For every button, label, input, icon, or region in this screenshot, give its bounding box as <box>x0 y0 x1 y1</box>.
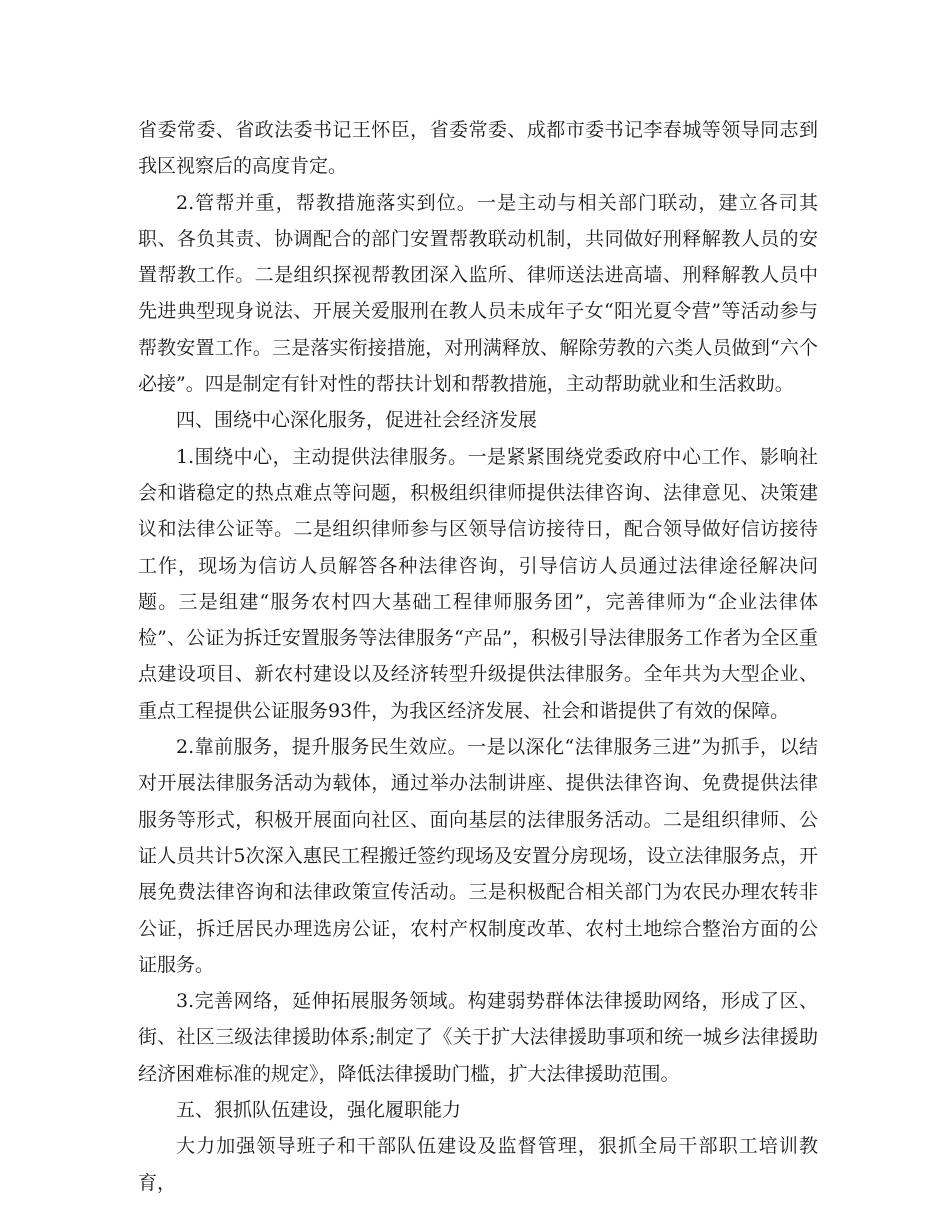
paragraph-team-building: 大力加强领导班子和干部队伍建设及监督管理，狠抓全局干部职工培训教育， <box>138 1135 818 1194</box>
paragraph-item-2-guanbang: 2.管帮并重，帮教措施落实到位。一是主动与相关部门联动，建立各司其职、各负其责、协调配合的部门安置帮教联动机制，共同做好刑释解教人员的安置帮教工作。二是组织探视帮教团深入监所、律师送法进高墙、刑释解教人员中先进典型现身说法、开展关爱服刑在教人员未成年子女“阳光夏令营”等活动参与帮教安置工作。三是落实衔接措施，对刑满释放、解除劳教的六类人员做到“六个必接”。四是制定有针对性的帮扶计划和帮教措施，主动帮助就业和生活救助。 <box>138 191 818 396</box>
paragraph-item-3-wanshan: 3.完善网络，延伸拓展服务领域。构建弱势群体法律援助网络，形成了区、街、社区三级法律援助体系;制定了《关于扩大法律援助事项和统一城乡法律援助经济困难标准的规定》，降低法律援助门槛，扩大法律援助范围。 <box>138 990 818 1085</box>
paragraph-item-1-weirao: 1.围绕中心，主动提供法律服务。一是紧紧围绕党委政府中心工作、影响社会和谐稳定的热点难点等问题，积极组织律师提供法律咨询、法律意见、决策建议和法律公证等。二是组织律师参与区领导信访接待日，配合领导做好信访接待工作，现场为信访人员解答各种法律咨询，引导信访人员通过法律途径解决问题。三是组建“服务农村四大基础工程律师服务团”，完善律师为“企业法律体检”、公证为拆迁安置服务等法律服务“产品”，积极引导法律服务工作者为全区重点建设项目、新农村建设以及经济转型升级提供法律服务。全年共为大型企业、重点工程提供公证服务93件，为我区经济发展、社会和谐提供了有效的保障。 <box>138 445 818 722</box>
paragraph-continuation: 省委常委、省政法委书记王怀臣，省委常委、成都市委书记李春城等领导同志到我区视察后的高度肯定。 <box>138 119 818 178</box>
section-heading-4: 四、围绕中心深化服务，促进社会经济发展 <box>176 409 538 432</box>
section-heading-5: 五、狠抓队伍建设，强化履职能力 <box>176 1099 462 1122</box>
paragraph-item-2-kaoqian: 2.靠前服务，提升服务民生效应。一是以深化“法律服务三进”为抓手，以结对开展法律服务活动为载体，通过举办法制讲座、提供法律咨询、免费提供法律服务等形式，积极开展面向社区、面向基层的法律服务活动。二是组织律师、公证人员共计5次深入惠民工程搬迁签约现场及安置分房现场，设立法律服务点，开展免费法律咨询和法律政策宣传活动。三是积极配合相关部门为农民办理农转非公证，拆迁居民办理选房公证，农村产权制度改革、农村土地综合整治方面的公证服务。 <box>138 736 818 976</box>
document-page <box>138 112 818 1201</box>
